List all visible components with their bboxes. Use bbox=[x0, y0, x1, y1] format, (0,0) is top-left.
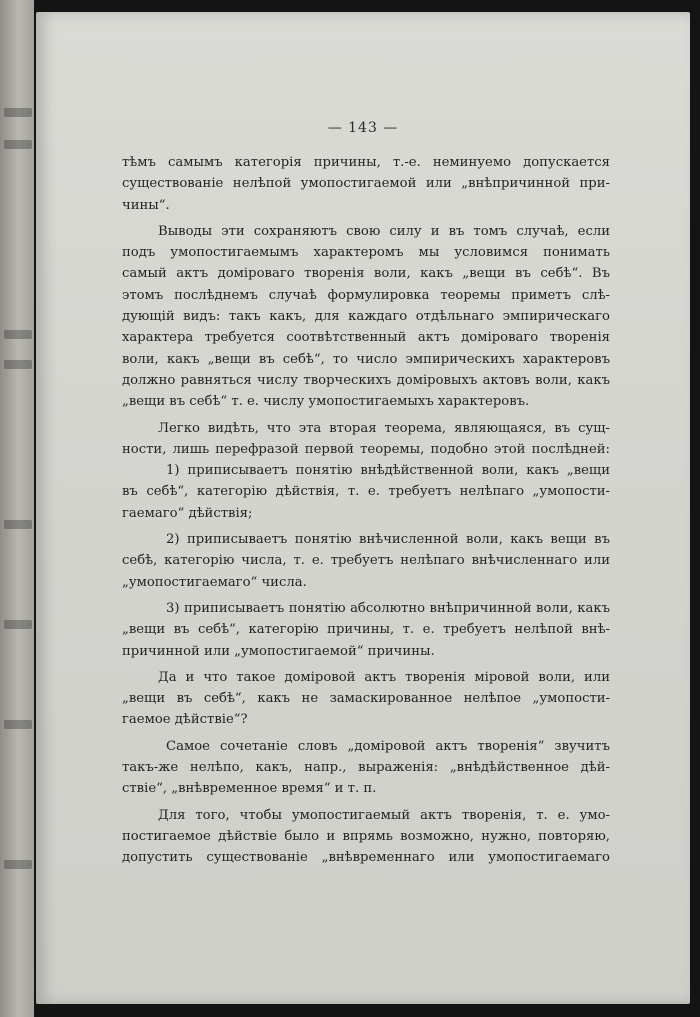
text-line: Для того, чтобы умопостигаемый актъ творенія, т. е. умо- bbox=[158, 807, 610, 823]
paragraph bbox=[122, 221, 610, 413]
text-line: „умопостигаемаго“ числа. bbox=[122, 574, 307, 590]
text-line: въ себѣ“, категорію дѣйствія, т. е. требуетъ нелѣпаго „умопости- bbox=[122, 484, 610, 500]
facing-page-text-fragment bbox=[4, 140, 32, 149]
text-line: допустить существованіе „внѣвременнаго или умопостигаемаго bbox=[122, 850, 610, 866]
page-body bbox=[122, 152, 610, 869]
text-line: должно равняться числу творческихъ доміровыхъ актовъ воли, какъ bbox=[122, 372, 610, 388]
paragraph bbox=[122, 736, 610, 800]
text-line: Самое сочетаніе словъ „доміровой актъ творенія“ звучитъ bbox=[166, 738, 610, 754]
list-item bbox=[122, 460, 610, 524]
text-line: постигаемое дѣйствіе было и впрямь возможно, нужно, повторяю, bbox=[122, 828, 610, 844]
text-line: Легко видѣть, что эта вторая теорема, являющаяся, въ сущ- bbox=[158, 420, 610, 436]
text-line: такъ-же нелѣпо, какъ, напр., выраженія: „внѣдѣйственное дѣй- bbox=[122, 760, 610, 776]
text-line: характера требуется соотвѣтственный актъ доміроваго творенія bbox=[122, 330, 610, 346]
paragraph bbox=[122, 667, 610, 731]
text-line: ствіе“, „внѣвременное время“ и т. п. bbox=[122, 781, 377, 797]
text-line: чины“. bbox=[122, 197, 170, 213]
text-line: существованіе нелѣпой умопостигаемой или „внѣпричинной при- bbox=[122, 176, 610, 192]
text-line: этомъ послѣднемъ случаѣ формулировка теоремы приметъ слѣ- bbox=[122, 287, 610, 303]
text-line: воли, какъ „вещи въ себѣ“, то число эмпирическихъ характеровъ bbox=[122, 351, 610, 367]
text-line: гаемаго“ дѣйствія; bbox=[122, 505, 253, 521]
list-item bbox=[122, 598, 610, 662]
text-line: Да и что такое доміровой актъ творенія міровой воли, или bbox=[158, 669, 610, 685]
text-line: „вещи въ себѣ“ т. е. числу умопостигаемыхъ характеровъ. bbox=[122, 394, 530, 410]
text-line: 2) приписываетъ понятію внѣчисленной воли, какъ вещи въ bbox=[166, 532, 610, 548]
facing-page-text-fragment bbox=[4, 108, 32, 117]
facing-page-text-fragment bbox=[4, 330, 32, 339]
text-line: 3) приписываетъ понятію абсолютно внѣпричинной воли, какъ bbox=[166, 600, 610, 616]
facing-page-text-fragment bbox=[4, 720, 32, 729]
facing-page-text-fragment bbox=[4, 520, 32, 529]
text-line: себѣ, категорію числа, т. е. требуетъ нелѣпаго внѣчисленнаго или bbox=[122, 553, 610, 569]
text-line: тѣмъ самымъ категорія причины, т.-е. неминуемо допускается bbox=[122, 155, 610, 170]
facing-page-text-fragment bbox=[4, 860, 32, 869]
text-line: самый актъ доміроваго творенія воли, какъ „вещи въ себѣ“. Въ bbox=[122, 266, 610, 282]
text-line: дующій видъ: такъ какъ, для каждаго отдѣльнаго эмпирическаго bbox=[122, 309, 610, 325]
facing-page-edge bbox=[0, 0, 34, 1017]
facing-page-text-fragment bbox=[4, 620, 32, 629]
paragraph bbox=[122, 418, 610, 461]
text-line: Выводы эти сохраняютъ свою силу и въ томъ случаѣ, если bbox=[158, 223, 610, 239]
paragraph bbox=[122, 805, 610, 869]
text-line: подъ умопостигаемымъ характеромъ мы условимся понимать bbox=[122, 245, 610, 261]
text-line: „вещи въ себѣ“, какъ не замаскированное нелѣпое „умопости- bbox=[122, 691, 610, 707]
text-line: 1) приписываетъ понятію внѣдѣйственной воли, какъ „вещи bbox=[166, 463, 610, 479]
book-page bbox=[36, 12, 690, 1004]
text-line: причинной или „умопостигаемой“ причины. bbox=[122, 643, 435, 659]
text-line: ности, лишь перефразой первой теоремы, подобно этой послѣдней: bbox=[122, 441, 610, 457]
text-line: гаемое дѣйствіе“? bbox=[122, 712, 248, 728]
page-number: — 143 — bbox=[327, 120, 399, 136]
paragraph bbox=[122, 152, 610, 216]
facing-page-text-fragment bbox=[4, 360, 32, 369]
list-item bbox=[122, 529, 610, 593]
text-line: „вещи въ себѣ“, категорію причины, т. е. требуетъ нелѣпой внѣ- bbox=[122, 622, 610, 638]
